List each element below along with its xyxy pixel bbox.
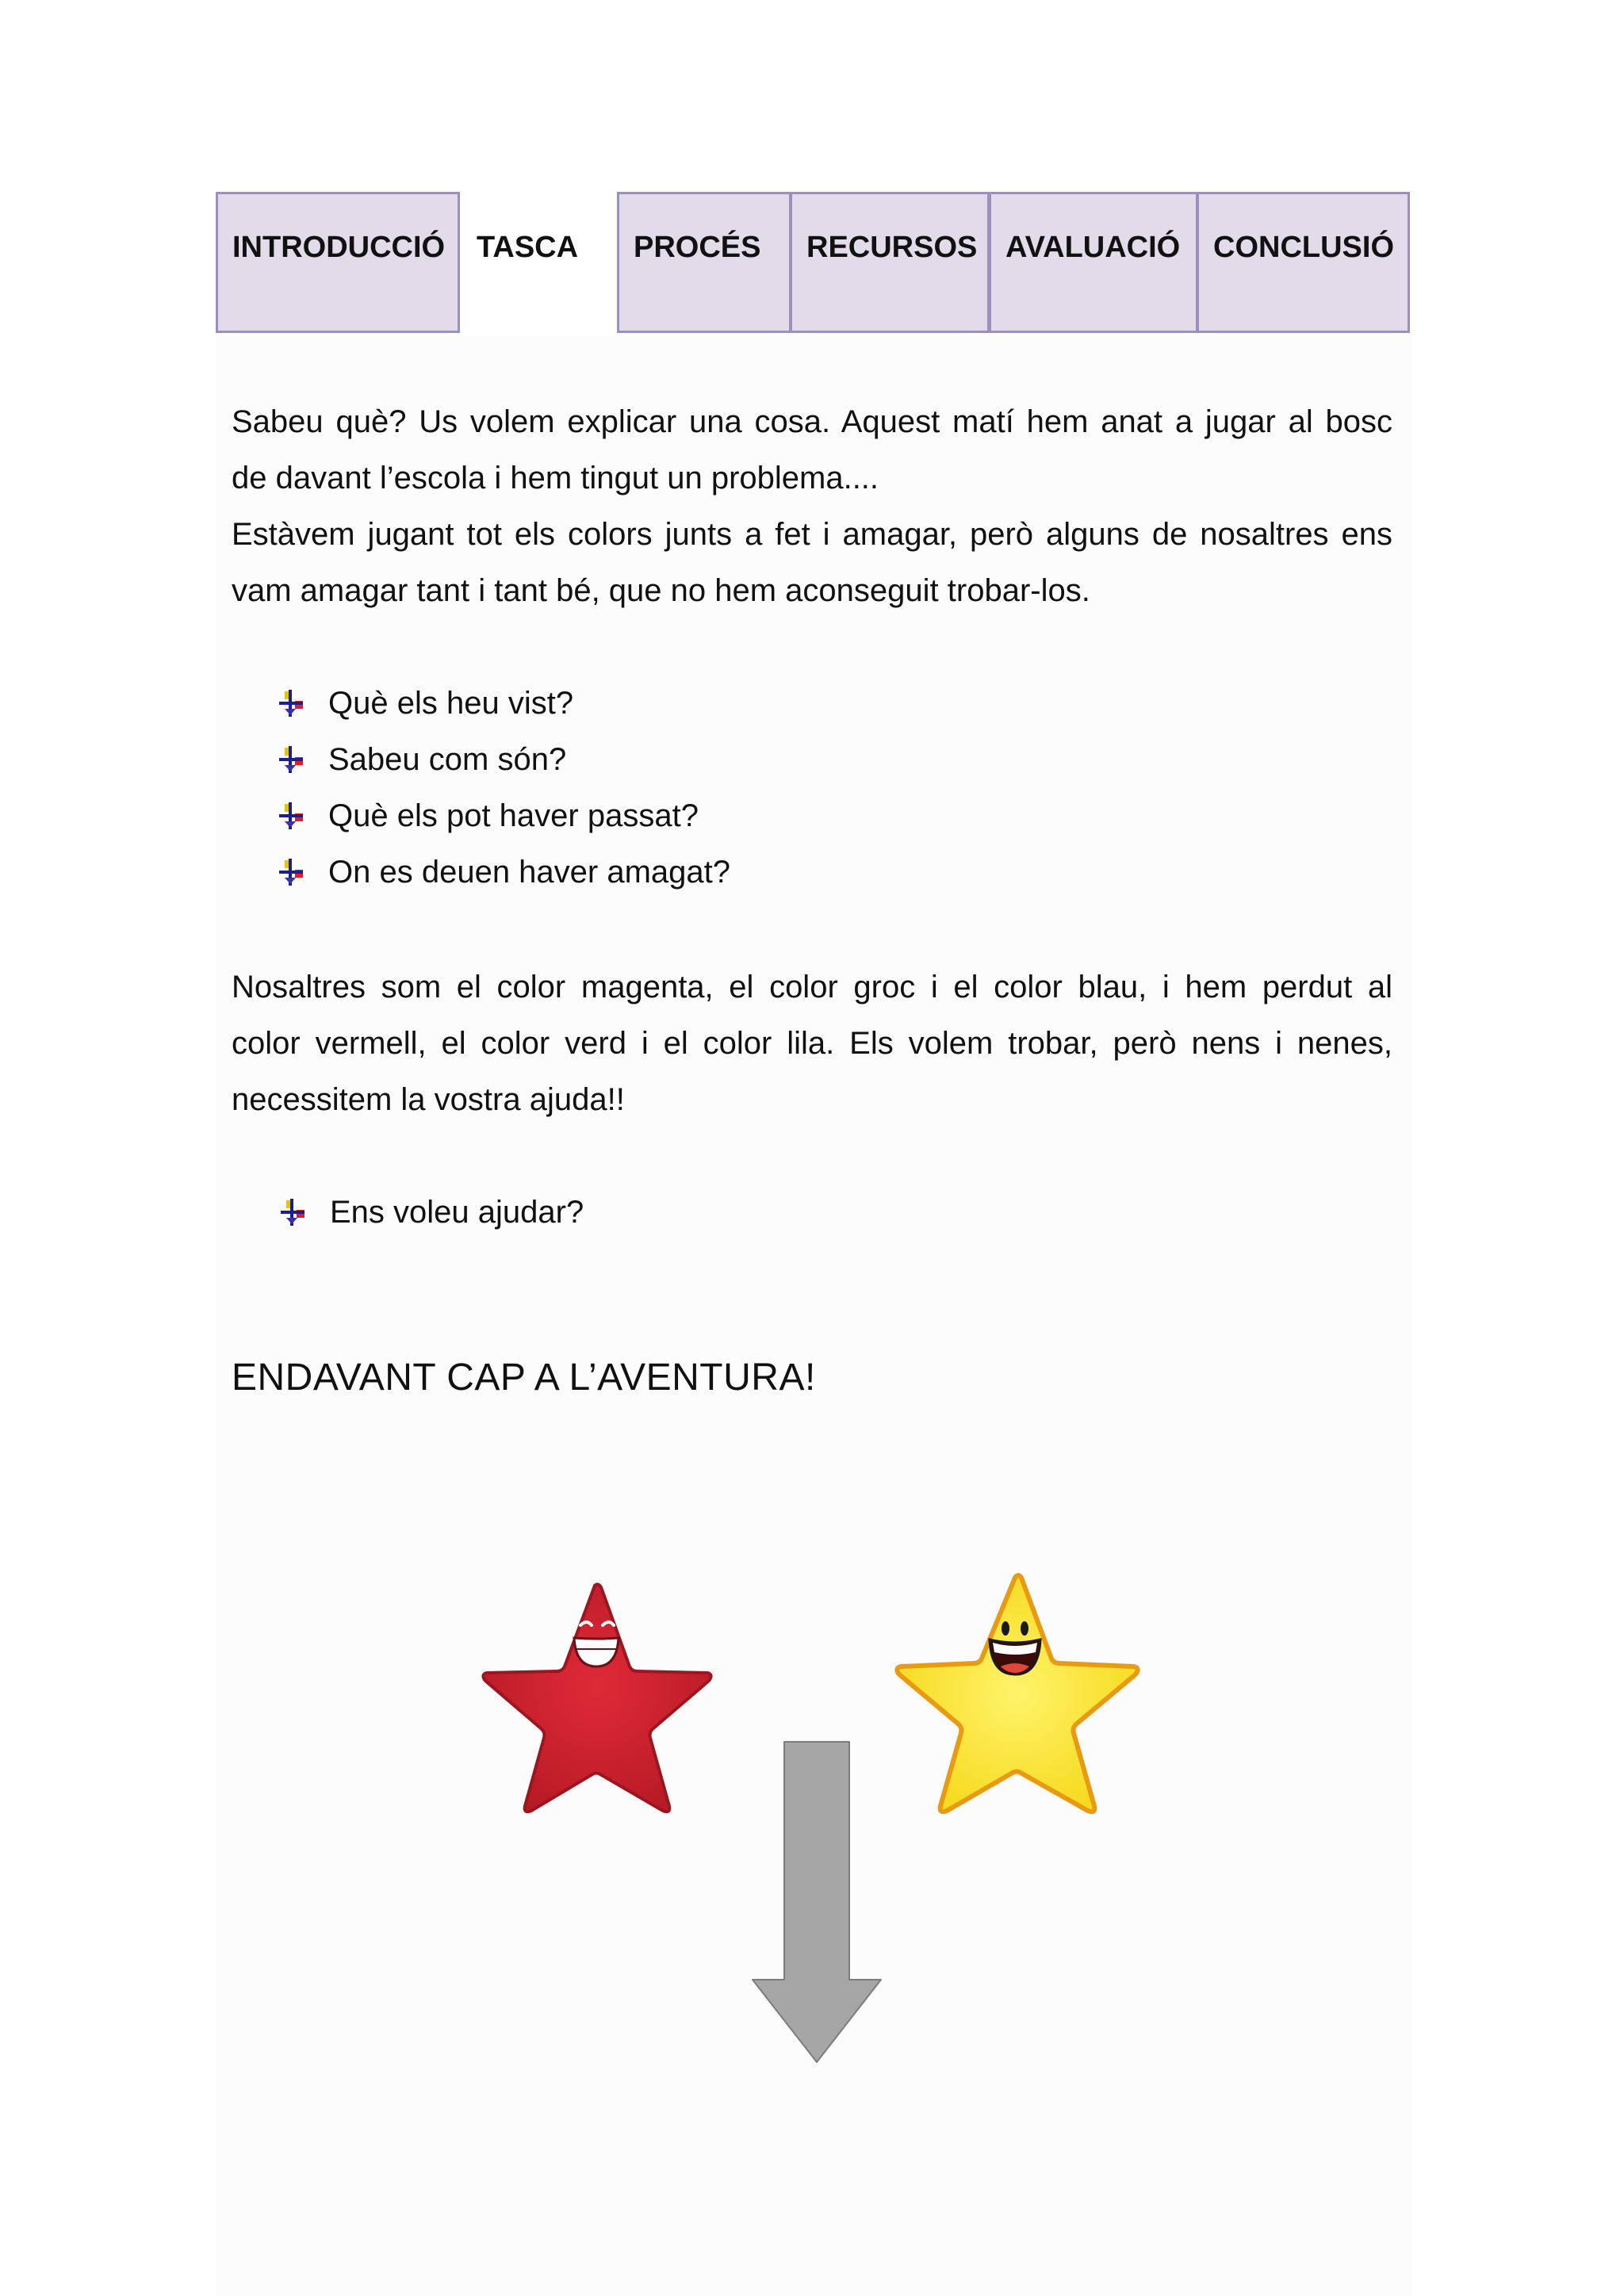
colors-line: necessitem la vostra ajuda!! [232, 1082, 625, 1117]
questions-list [278, 675, 730, 901]
section-tabs [216, 192, 1410, 336]
question-text: Què els heu vist? [328, 686, 574, 721]
question-text: Què els pot haver passat? [328, 798, 699, 833]
tab-conclusio[interactable]: CONCLUSIÓ [1197, 192, 1410, 333]
list-item [278, 788, 730, 844]
intro-line: vam amagar tant i tant bé, que no hem aconseguit trobar-los. [232, 573, 1090, 608]
list-item [279, 1184, 584, 1241]
tab-avaluacio[interactable]: AVALUACIÓ [989, 192, 1198, 333]
smiling-red-star-icon [477, 1579, 715, 1817]
arrow-bullet-icon [279, 1199, 306, 1226]
arrow-bullet-icon [278, 859, 304, 886]
list-item [278, 675, 730, 732]
intro-line: Sabeu què? Us volem explicar una cosa. Aquest matí hem anat a jugar al bosc [232, 404, 1392, 439]
intro-line: de davant l’escola i hem tingut un problema.... [232, 461, 879, 496]
tab-proces[interactable]: PROCÉS [617, 192, 791, 333]
down-arrow-icon [749, 1740, 884, 2065]
colors-line: Nosaltres som el color magenta, el color groc i el color blau, i hem perdut al [232, 970, 1392, 1004]
tab-introduccio[interactable]: INTRODUCCIÓ [216, 192, 460, 333]
help-question-text: Ens voleu ajudar? [330, 1195, 584, 1230]
intro-paragraph [232, 394, 1392, 619]
question-text: Sabeu com són? [328, 742, 567, 777]
adventure-heading: ENDAVANT CAP A L’AVENTURA! [232, 1357, 816, 1399]
intro-line: Estàvem jugant tot els colors junts a fet i amagar, però alguns de nosaltres ens [232, 517, 1392, 552]
arrow-bullet-icon [278, 746, 304, 773]
question-text: On es deuen haver amagat? [328, 855, 731, 890]
tab-recursos[interactable]: RECURSOS [790, 192, 990, 333]
list-item [278, 732, 730, 788]
smiling-yellow-star-icon [890, 1570, 1143, 1817]
list-item [278, 844, 730, 901]
colors-line: color vermell, el color verd i el color lila. Els volem trobar, però nens i nenes, [232, 1026, 1392, 1061]
tab-tasca[interactable]: TASCA [477, 231, 579, 264]
colors-paragraph [232, 959, 1392, 1128]
arrow-bullet-icon [278, 690, 304, 717]
help-list [279, 1184, 584, 1241]
arrow-bullet-icon [278, 802, 304, 829]
